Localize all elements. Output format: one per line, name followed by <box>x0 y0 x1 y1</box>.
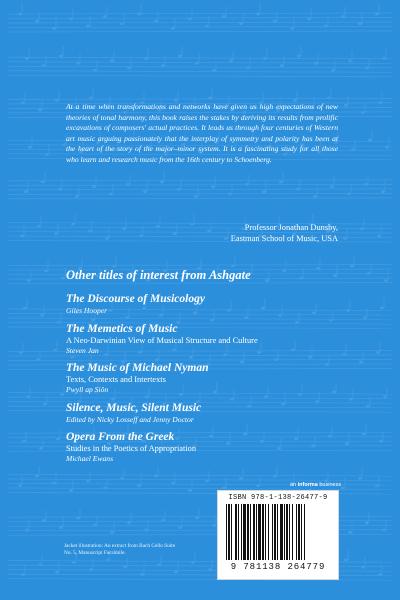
book-subtitle: A Neo-Darwinian View of Musical Structure and Culture <box>66 335 258 345</box>
barcode-bar <box>231 504 232 560</box>
barcode-bar <box>296 504 297 560</box>
book-author: Steven Jan <box>66 345 99 355</box>
book-title: Silence, Music, Silent Music <box>66 401 202 414</box>
barcode-bar <box>243 504 246 560</box>
barcode-bar <box>301 504 302 560</box>
barcode-bar <box>265 504 266 560</box>
endorser-affiliation: Eastman School of Music, USA <box>230 233 338 243</box>
book-title: The Music of Michael Nyman <box>66 362 209 374</box>
barcode-bars <box>224 504 332 560</box>
publisher-prefix: an <box>290 482 297 488</box>
other-titles-heading: Other titles of interest from Ashgate <box>66 268 251 282</box>
staff-lines <box>8 46 392 77</box>
other-titles-list <box>66 293 366 471</box>
barcode-bar <box>226 504 227 560</box>
barcode-bar <box>256 504 257 560</box>
endorser-name: Professor Jonathan Dunsby, <box>244 223 338 232</box>
publisher-brand: informa <box>297 482 318 488</box>
barcode-bar <box>298 504 300 560</box>
barcode-bar <box>277 504 278 560</box>
barcode-bar <box>238 504 239 560</box>
barcode-bar <box>247 504 249 560</box>
barcode-bar <box>262 504 264 560</box>
barcode <box>217 490 339 580</box>
barcode-bar <box>274 504 276 560</box>
barcode-bar <box>268 504 269 560</box>
barcode-bar <box>253 504 255 560</box>
book-title: The Memetics of Music <box>66 322 178 335</box>
book-title: The Discourse of Musicology <box>66 293 205 305</box>
barcode-bar <box>235 504 237 560</box>
barcode-bar <box>286 504 288 560</box>
staff-lines <box>8 172 392 199</box>
book-subtitle: Texts, Contexts and Intertexts <box>66 375 166 384</box>
barcode-bar <box>250 504 251 560</box>
barcode-bar <box>292 504 293 560</box>
book-author: Edited by Nicky Losseff and Jenny Doctor <box>66 414 194 424</box>
book-item <box>66 293 366 316</box>
book-item <box>66 402 366 425</box>
publisher-logo <box>290 482 341 488</box>
barcode-bar <box>258 504 261 560</box>
book-author: Pwyll ap Siôn <box>66 385 109 394</box>
book-item <box>66 323 366 356</box>
barcode-bar <box>289 504 290 560</box>
barcode-bar <box>272 504 273 560</box>
book-item <box>66 431 366 464</box>
barcode-bar <box>241 504 242 560</box>
publisher-suffix: business <box>319 482 342 488</box>
book-author: Giles Hooper <box>66 306 108 315</box>
blurb-text: At a time when transformations and networks have given us high expectations of new theories of tonal harmony, this book raises the stakes by deriving its results from prolific excavations of composers' actual practices. It leads us through four centuries of Western art music arguing passionately that the interplay of symmetry and polarity has been at the heart of the story of the major–minor system. It is a fascinating study for all those who learn and research music from the 16th century to Schoenberg. <box>66 102 338 164</box>
book-author: Michael Ewans <box>66 454 114 463</box>
jacket-illustration-credit: Jacket illustration: An extract from Bach Cello Suite No. 5, Manuscript Facsimile. <box>64 543 176 556</box>
barcode-bar <box>280 504 283 560</box>
book-title: Opera From the Greek <box>66 431 175 443</box>
staff-lines <box>8 4 392 32</box>
book-item <box>66 362 366 395</box>
endorsement <box>231 223 338 244</box>
barcode-digits: 9 781138 264779 <box>230 562 326 572</box>
isbn-label: ISBN 978-1-138-26477-9 <box>228 494 328 502</box>
barcode-bar <box>304 504 305 560</box>
barcode-bar <box>284 504 285 560</box>
barcode-bar <box>228 504 230 560</box>
book-subtitle: Studies in the Poetics of Appropriation <box>66 444 197 453</box>
